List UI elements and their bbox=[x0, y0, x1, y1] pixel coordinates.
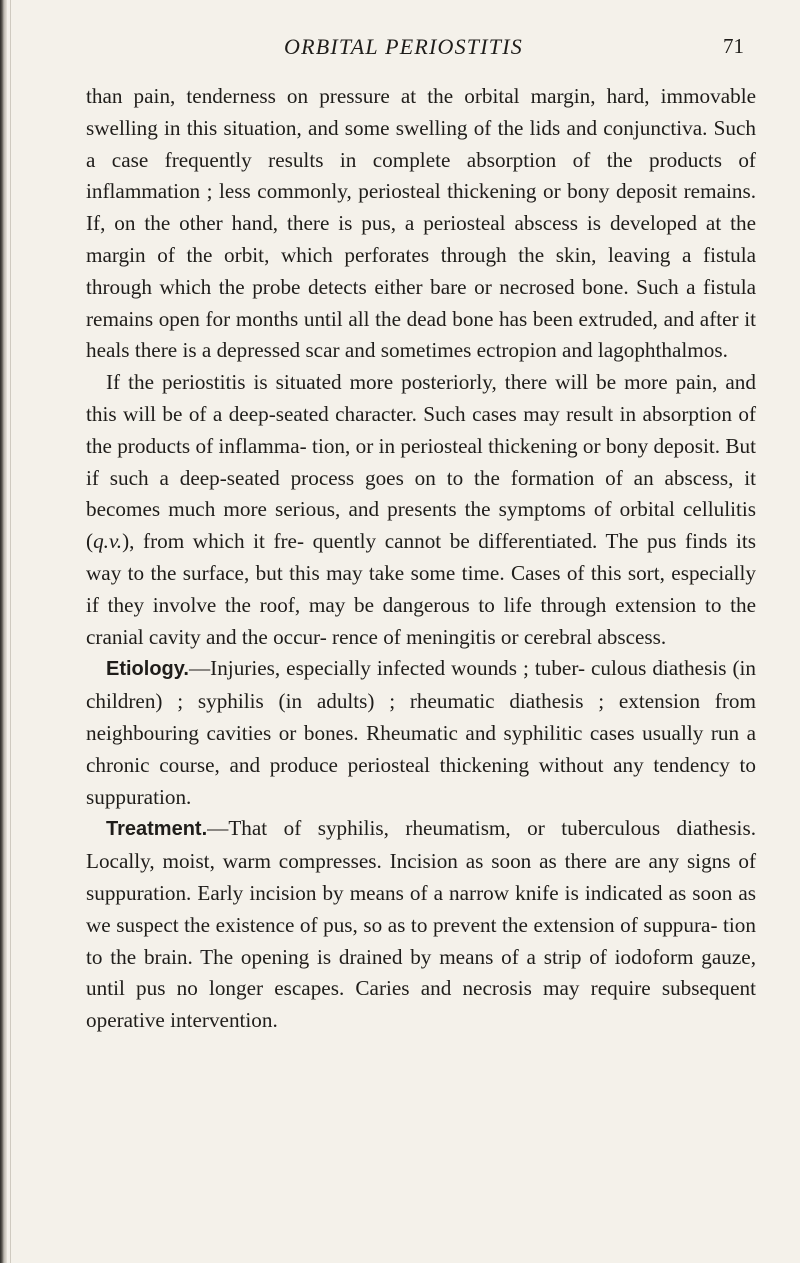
running-title: ORBITAL PERIOSTITIS bbox=[284, 34, 523, 59]
paragraph-text: ), from which it fre- quently cannot be differentiated. The pus finds its way to the surface, but this may take some time. Cases of this sort, especially if they involve the roof, may be dangerous to life through extension to the cranial cavity and the occur- rence of meningitis or cerebral abscess. bbox=[86, 529, 756, 649]
gutter-line bbox=[10, 0, 11, 1263]
paragraph-text: If the periostitis is situated more posteriorly, there will be more pain, and this will be of a deep-seated character. Such cases may result in absorption of the products of inflamma- tion, or in periosteal thickening or bony deposit. But if such a deep-seated process goes on to the formation of an abscess, it becomes much more serious, and presents the symptoms of orbital cellulitis ( bbox=[86, 370, 756, 554]
paragraph-text: —That of syphilis, rheumatism, or tuberculous diathesis. Locally, moist, warm compresses. Incision as soon as there are any signs of suppuration. Early incision by means of a narrow knife is indicated as soon as we suspect the existence of pus, so as to prevent the extension of suppura- tion to the brain. The opening is drained by means of a strip of iodoform gauze, until pus no longer escapes. Caries and necrosis may require subsequent operative intervention. bbox=[86, 816, 756, 1033]
paragraph-etiology bbox=[86, 653, 756, 813]
cross-reference: q.v. bbox=[93, 529, 123, 554]
section-heading-etiology: Etiology. bbox=[106, 658, 189, 681]
section-heading-treatment: Treatment. bbox=[106, 818, 208, 841]
page-header bbox=[86, 34, 746, 64]
paragraph-text: than pain, tenderness on pressure at the orbital margin, hard, immovable swelling in this situation, and some swelling of the lids and conjunctiva. Such a case frequently results in complete absorption of the products of inflammation ; less commonly, periosteal thickening or bony deposit remains. If, on the other hand, there is pus, a periosteal abscess is developed at the margin of the orbit, which perforates through the skin, leaving a fistula through which the probe detects either bare or necrosed bone. Such a fistula remains open for months until all the dead bone has been extruded, and after it heals there is a depressed scar and sometimes ectropion and lagophthalmos. bbox=[86, 84, 756, 363]
paragraph-continuation bbox=[86, 81, 756, 367]
book-binding-edge bbox=[0, 0, 7, 1263]
page-number: 71 bbox=[723, 34, 744, 58]
paragraph-periostitis-posterior bbox=[86, 367, 756, 653]
page-body bbox=[86, 81, 756, 1037]
paragraph-treatment bbox=[86, 813, 756, 1037]
paragraph-text: —Injuries, especially infected wounds ; tuber- culous diathesis (in children) ; syphilis (in adults) ; rheumatic diathesis ; extension from neighbouring cavities or bones. Rheumatic and syphilitic cases usually run a chronic course, and produce periosteal thickening without any tendency to suppuration. bbox=[86, 656, 756, 809]
